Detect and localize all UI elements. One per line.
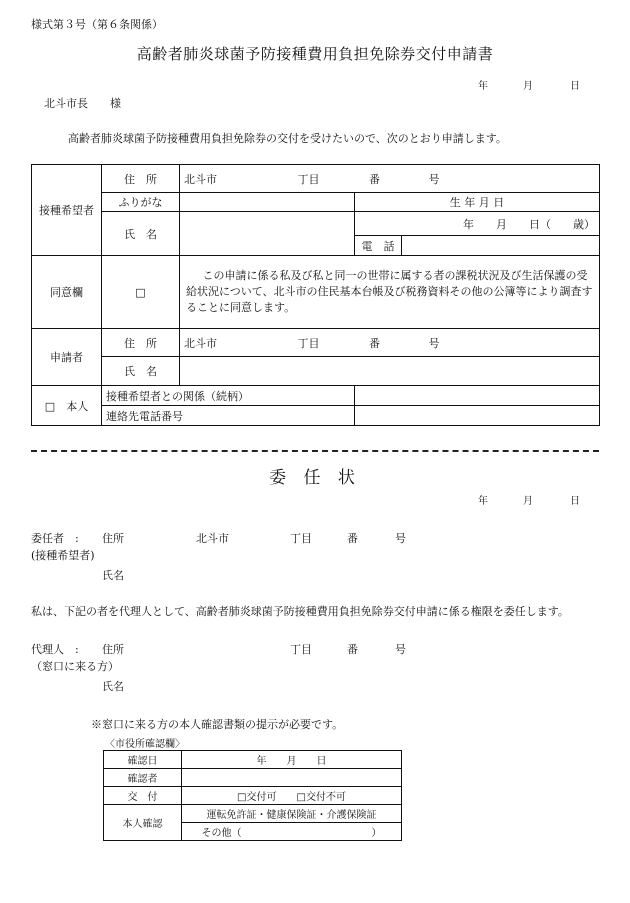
confirm-date-field[interactable]: 年 月 日 <box>182 751 402 769</box>
consent-row <box>32 256 600 329</box>
applicant-label: 申請者 <box>32 329 102 386</box>
address-label: 住 所 <box>102 165 180 193</box>
address-city: 北斗市 <box>184 172 217 186</box>
applicant-address-field[interactable] <box>180 329 600 357</box>
phone-field[interactable] <box>402 236 600 256</box>
applicant-name-label: 氏 名 <box>102 357 180 386</box>
applicant-chome-label: 丁目 <box>297 336 320 350</box>
recipient-name-field[interactable] <box>180 212 355 256</box>
office-confirm-table <box>103 750 402 841</box>
confirm-date-row <box>104 751 402 769</box>
id-note: ※窓口に来る方の本人確認書類の提示が必要です。 <box>91 718 344 731</box>
applicant-ban-label: 番 <box>369 336 380 350</box>
delegator-go: 号 <box>395 532 406 545</box>
applicant-address-city: 北斗市 <box>184 336 217 350</box>
go-label: 号 <box>428 172 440 186</box>
birth-label: 生 年 月 日 <box>355 193 600 212</box>
applicant-name-field[interactable] <box>180 357 600 386</box>
applicant-go-label: 号 <box>428 336 440 350</box>
birth-date-field[interactable]: 年 月 日（ 歳） <box>355 212 600 236</box>
consent-label: 同意欄 <box>32 256 102 329</box>
self-checkbox-label[interactable]: □ 本人 <box>32 386 102 426</box>
agent-address-label: 住所 <box>102 643 124 656</box>
applicant-name-row <box>32 357 600 386</box>
delegator-name-label: 氏名 <box>102 569 124 582</box>
consent-text: この申請に係る私及び私と同一の世帯に属する者の課税状況及び生活保護の受給状況について、北斗市の住民基本台帳及び税務資料その他の公簿等により調査することに同意します。 <box>180 256 600 329</box>
id-other-field[interactable]: その他（ ） <box>182 823 402 841</box>
agent-go: 号 <box>395 643 406 656</box>
agent-sublabel: （窓口に来る方） <box>31 660 119 673</box>
application-table <box>31 164 600 426</box>
recipient-name-row <box>32 212 600 236</box>
furigana-label: ふりがな <box>102 193 180 212</box>
delegation-title: 委 任 状 <box>269 468 361 488</box>
contact-row <box>32 406 600 426</box>
form-title: 高齢者肺炎球菌予防接種費用負担免除券交付申請書 <box>136 45 494 63</box>
date-day: 日 <box>570 81 580 92</box>
agent-label: 代理人 : <box>31 643 79 656</box>
delegator-label: 委任者 : <box>31 532 79 545</box>
date-year: 年 <box>478 81 488 92</box>
phone-label: 電 話 <box>355 236 402 256</box>
office-caption: 〈市役所確認欄〉 <box>105 739 185 750</box>
contact-field[interactable] <box>355 406 600 426</box>
contact-label: 連絡先電話番号 <box>102 406 355 426</box>
recipient-address-field[interactable] <box>180 165 600 193</box>
relation-label: 接種希望者との関係（続柄） <box>102 386 355 406</box>
relation-field[interactable] <box>355 386 600 406</box>
chome-label: 丁目 <box>297 172 320 186</box>
delegator-sublabel: (接種希望者) <box>31 549 95 562</box>
consent-checkbox[interactable]: □ <box>102 256 180 329</box>
id-docs-options[interactable]: 運転免許証・健康保険証・介護保険証 <box>182 805 402 823</box>
confirmer-field[interactable] <box>182 769 402 787</box>
furigana-row <box>32 193 600 212</box>
recipient-label: 接種希望者 <box>32 165 102 256</box>
delegation-date-year: 年 <box>478 496 488 507</box>
confirmer-row <box>104 769 402 787</box>
form-number: 様式第３号（第６条関係） <box>31 18 163 31</box>
cut-line <box>31 450 599 452</box>
delegator-chome: 丁目 <box>290 532 312 545</box>
issue-options[interactable]: □交付可 □交付不可 <box>182 787 402 805</box>
confirmer-label: 確認者 <box>104 769 182 787</box>
name-label: 氏 名 <box>102 212 180 256</box>
delegator-city: 北斗市 <box>196 532 229 545</box>
delegation-statement: 私は、下記の者を代理人として、高齢者肺炎球菌予防接種費用負担免除券交付申請に係る権限を委任します。 <box>31 605 569 618</box>
delegator-address-label: 住所 <box>102 532 124 545</box>
furigana-field[interactable] <box>180 193 355 212</box>
addressee: 北斗市長 様 <box>44 97 121 110</box>
recipient-address-row <box>32 165 600 193</box>
id-check-label: 本人確認 <box>104 805 182 841</box>
relation-row <box>32 386 600 406</box>
applicant-address-row <box>32 329 600 357</box>
issue-row <box>104 787 402 805</box>
date-month: 月 <box>523 81 533 92</box>
agent-chome: 丁目 <box>290 643 312 656</box>
agent-ban: 番 <box>347 643 358 656</box>
delegation-date-day: 日 <box>570 496 580 507</box>
intro-text: 高齢者肺炎球菌予防接種費用負担免除券の交付を受けたいので、次のとおり申請します。 <box>68 132 507 145</box>
applicant-address-label: 住 所 <box>102 329 180 357</box>
ban-label: 番 <box>369 172 380 186</box>
delegator-ban: 番 <box>347 532 358 545</box>
agent-name-label: 氏名 <box>102 680 124 693</box>
delegation-date-month: 月 <box>523 496 533 507</box>
issue-label: 交 付 <box>104 787 182 805</box>
confirm-date-label: 確認日 <box>104 751 182 769</box>
id-docs-row <box>104 805 402 823</box>
